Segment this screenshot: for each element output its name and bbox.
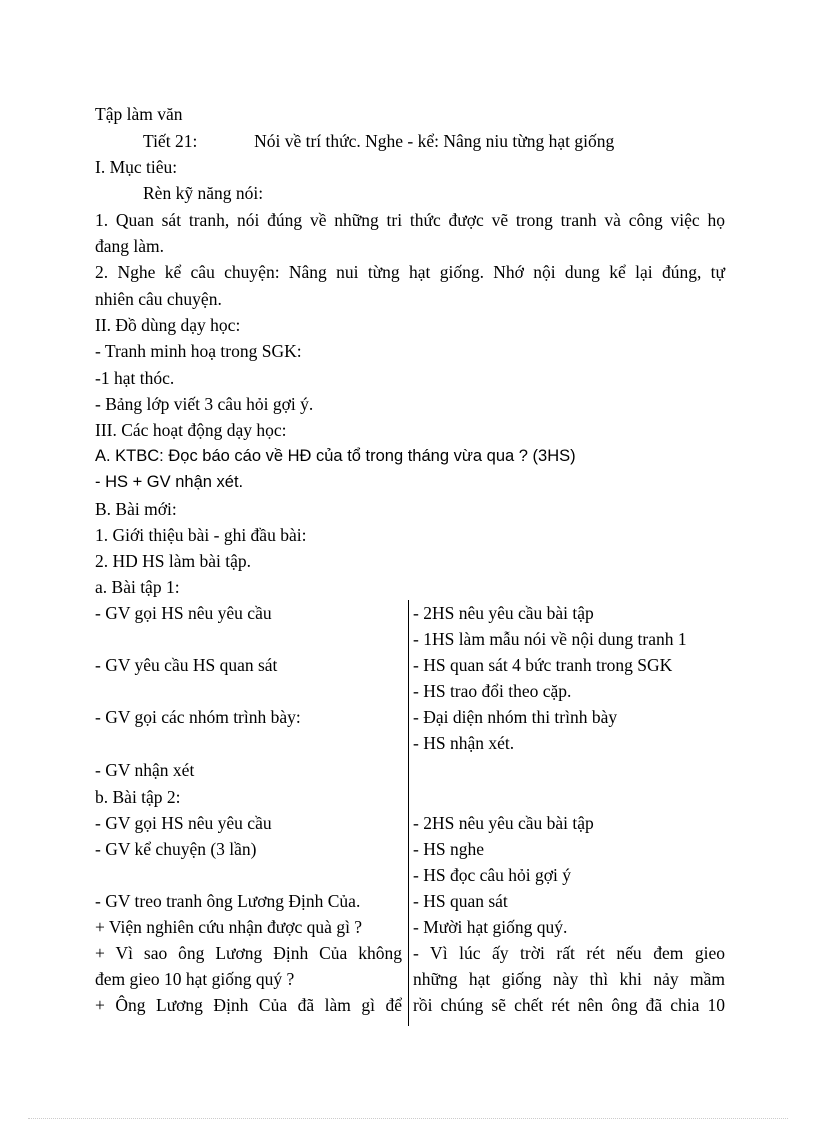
student-cell: - HS đọc câu hỏi gợi ý [413,865,571,885]
teacher-cell: - GV gọi HS nêu yêu cầu [95,603,272,623]
activity-b: B. Bài mới: [95,499,177,519]
teacher-cell: - GV kể chuyện (3 lần) [95,839,257,859]
table-row [95,784,725,810]
activity-a: A. KTBC: Đọc báo cáo về HĐ của tổ trong tháng vừa qua ? (3HS) [95,447,576,465]
table-row [95,600,725,626]
table-row [95,810,725,836]
teacher-cell: + Viện nghiên cứu nhận được quà gì ? [95,917,363,937]
objective-1-line-2: đang làm. [95,236,165,256]
teacher-cell: đem gieo 10 hạt giống quý ? [95,969,295,989]
teacher-cell: - GV yêu cầu HS quan sát [95,655,278,675]
teacher-cell: + Vì sao ông Lương Định Của không [95,943,402,963]
activity-a-review: - HS + GV nhận xét. [95,473,244,491]
lesson-title: Nói về trí thức. Nghe - kể: Nâng niu từng hạt giống [254,131,615,151]
student-cell: - Đại diện nhóm thi trình bày [413,707,618,727]
teacher-cell: - GV gọi các nhóm trình bày: [95,707,301,727]
subject-title: Tập làm văn [95,104,183,124]
objective-2-line-1: 2. Nghe kể câu chuyện: Nâng nui từng hạt giống. Nhớ nội dung kể lại đúng, tự [95,262,725,282]
table-row [95,992,725,1018]
student-cell: - HS nghe [413,839,484,859]
activity-b-1: 1. Giới thiệu bài - ghi đầu bài: [95,525,307,545]
section-activities-heading: III. Các hoạt động dạy học: [95,420,287,440]
lesson-heading [143,128,643,154]
table-row [95,940,725,966]
student-cell: - 2HS nêu yêu cầu bài tập [413,603,594,623]
table-row [95,862,725,888]
teacher-cell: + Ông Lương Định Của đã làm gì để [95,995,402,1015]
objectives-sub: Rèn kỹ năng nói: [143,183,264,203]
table-row [95,757,725,783]
student-cell: những hạt giống này thì khi nảy mầm [413,969,725,989]
column-divider [408,600,409,1026]
teacher-cell: - GV gọi HS nêu yêu cầu [95,813,272,833]
materials-item-3: - Bảng lớp viết 3 câu hỏi gợi ý. [95,394,314,414]
section-materials-heading: II. Đồ dùng dạy học: [95,315,241,335]
table-row [95,888,725,914]
student-cell: rồi chúng sẽ chết rét nên ông đã chia 10 [413,995,725,1015]
table-row [95,704,725,730]
section-objectives-heading: I. Mục tiêu: [95,157,178,177]
exercise-2-heading: b. Bài tập 2: [95,787,181,807]
student-cell: - Vì lúc ấy trời rất rét nếu đem gieo [413,943,725,963]
student-cell: - 2HS nêu yêu cầu bài tập [413,813,594,833]
student-cell: - HS quan sát 4 bức tranh trong SGK [413,655,673,675]
materials-item-2: -1 hạt thóc. [95,368,175,388]
materials-item-1: - Tranh minh hoạ trong SGK: [95,341,302,361]
lesson-number: Tiết 21: [143,131,198,151]
activity-b-2: 2. HD HS làm bài tập. [95,551,252,571]
student-cell: - HS nhận xét. [413,733,515,753]
page-bottom-rule [28,1118,788,1119]
objective-2-line-2: nhiên câu chuyện. [95,289,222,309]
student-cell: - HS quan sát [413,891,508,911]
table-row [95,678,725,704]
teacher-cell: - GV nhận xét [95,760,195,780]
teacher-cell: - GV treo tranh ông Lương Định Của. [95,891,361,911]
table-row [95,652,725,678]
table-row [95,836,725,862]
student-cell: - 1HS làm mẫu nói về nội dung tranh 1 [413,629,687,649]
student-cell: - Mười hạt giống quý. [413,917,568,937]
table-row [95,626,725,652]
objective-1-line-1: 1. Quan sát tranh, nói đúng về những tri thức được vẽ trong tranh và công việc họ [95,210,725,230]
table-row [95,730,725,756]
student-cell: - HS trao đổi theo cặp. [413,681,572,701]
table-row [95,966,725,992]
exercise-1-heading: a. Bài tập 1: [95,577,180,597]
table-row [95,914,725,940]
